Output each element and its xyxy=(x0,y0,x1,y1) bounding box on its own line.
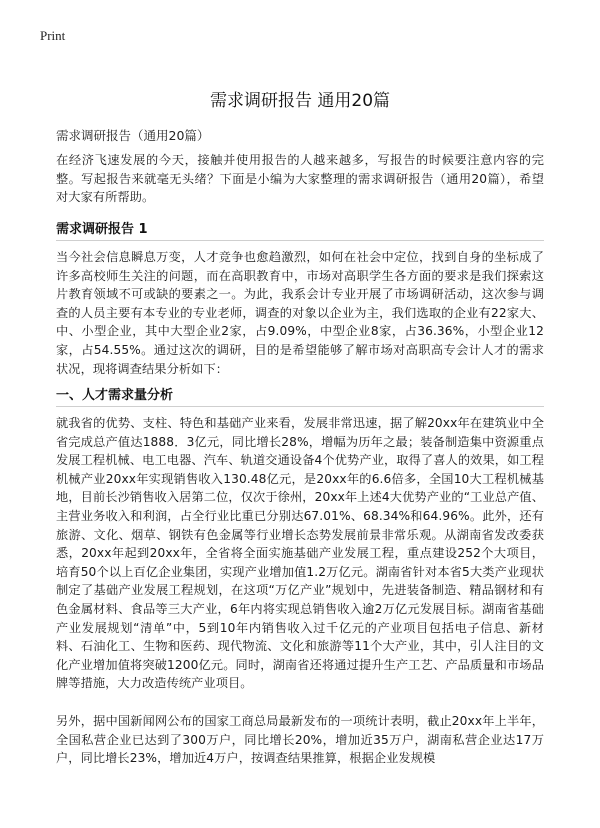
section2-paragraph-1: 就我省的优势、支柱、特色和基础产业来看，发展非常迅速，据了解20xx年在建筑业中全省完成总产值达1888．3亿元，同比增长28%，增幅为历年之最；装备制造集中资源重点发展工程机械、电工电器、汽车、轨道交通设备4个优势产业，取得了喜人的效果，如工程机械产业20xx年实现销售收入130.48亿元，是20xx年的6.6倍多，全国10大工程机械基地，目前长沙销售收入居第二位，仅次于徐州，20xx年上述4大优势产业的“工业总产值、主营业务收入和利润，占全行业比重已分别达67.01%、68.34%和64.96%。此外，还有旅游、文化、烟草、钢铁有色金属等行业增长态势发展前景非常乐观。从湖南省发改委获悉，20xx年起到20xx年，全省将全面实施基础产业发展工程，重点建设252个大项目，培育50个以上百亿企业集团，实现产业增加值1.2万亿元。湖南省针对本省5大类产业现状制定了基础产业发展工程规划，在这项“万亿产业”规划中，先进装备制造、精品钢材和有色金属材料、食品等三大产业，6年内将实现总销售收入逾2万亿元发展目标。湖南省基础产业发展规划“清单”中，5到10年内销售收入过千亿元的产业项目包括电子信息、新材料、石油化工、生物和医药、现代物流、文化和旅游等11个大产业，其中，引人注目的文化产业增加值将突破1200亿元。同时，湖南省还将通过提升生产工艺、产品质量和市场品牌等措施，大力改造传统产业项目。 xyxy=(56,416,544,691)
document-subtitle: 需求调研报告（通用20篇） xyxy=(56,128,210,143)
section-divider xyxy=(56,240,544,241)
page-title: 需求调研报告 通用20篇 xyxy=(209,91,391,111)
section2-paragraph-2: 另外，据中国新闻网公布的国家工商总局最新发布的一项统计表明，截止20xx年上半年，全国私营企业已达到了300万户，同比增长20%，增加近35万户，湖南私营企业达17万户，同比增长23%，增加近4万户，按调查结果推算，根据企业发规模 xyxy=(56,714,544,766)
section-divider xyxy=(56,406,544,407)
section1-paragraph: 当今社会信息瞬息万变，人才竞争也愈趋激烈，如何在社会中定位，找到自身的坐标成了许多高校师生关注的问题，而在高职教育中，市场对高职学生各方面的要求是我们探索这片教育领域不可或缺的要素之一。为此，我系会计专业开展了市场调研活动，这次参与调查的人员主要有本专业的专业老师，调查的对象以企业为主，我们选取的企业有22家大、中、小型企业，其中大型企业2家，占9.09%，中型企业8家，占36.36%，小型企业12家，占54.55%。通过这次的调研，目的是希望能够了解市场对高职高专会计人才的需求状况，现将调查结果分析如下： xyxy=(56,250,544,376)
print-link[interactable]: Print xyxy=(40,28,66,43)
section-heading-report-1: 需求调研报告 1 xyxy=(56,222,148,237)
section-heading-talent-demand: 一、人才需求量分析 xyxy=(56,388,174,403)
intro-paragraph: 在经济飞速发展的今天，接触并使用报告的人越来越多，写报告的时候要注意内容的完整。写起报告来就毫无头绪？下面是小编为大家整理的需求调研报告（通用20篇），希望对大家有所帮助。 xyxy=(56,153,544,205)
